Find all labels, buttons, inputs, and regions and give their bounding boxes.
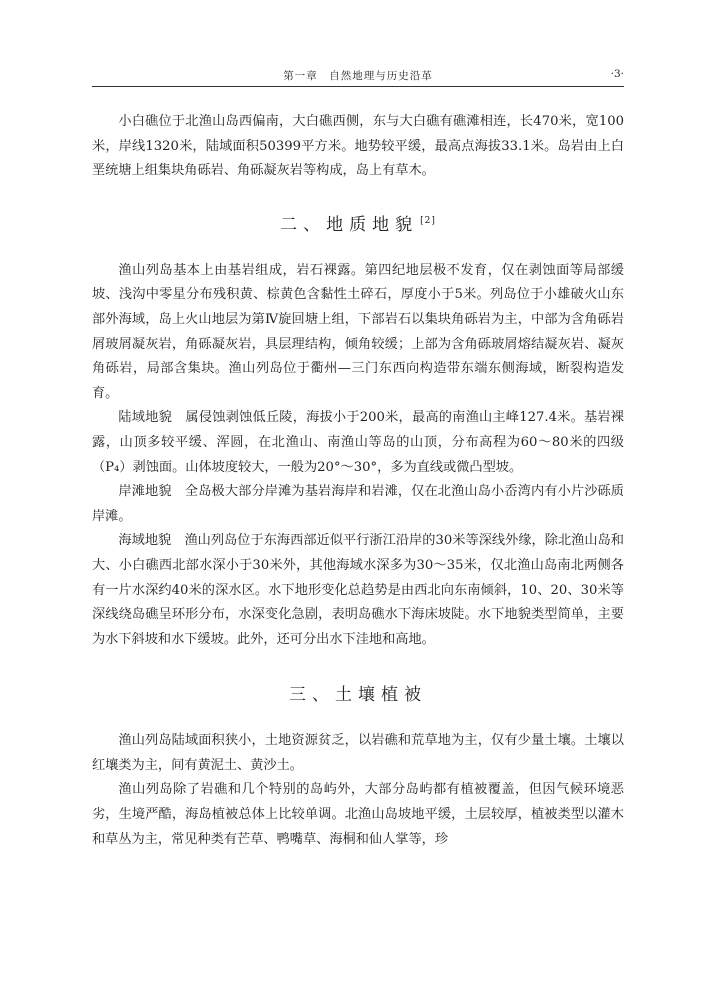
paragraph-xiaobaijiao: 小白礁位于北渔山岛西偏南，大白礁西侧，东与大白礁有礁滩相连，长470米，宽100米，岸线1320米，陆域面积50399平方米。地势较平缓，最高点海拔33.1米。岛岩由上白垩统塘上组集块角砾岩、角砾凝灰岩等构成，岛上有草木。 bbox=[92, 114, 624, 179]
paragraph-sea-landform: 海域地貌 渔山列岛位于东海西部近似平行浙江沿岸的30米等深线外缘，除北渔山岛和大、小白礁西北部水深小于30米外，其他海域水深多为30～35米，仅北渔山岛南北两侧各有一片水深约40米的深水区。水下地形变化总趋势是由西北向东南倾斜，10、20、30米等深线绕岛礁呈环形分布，水深变化急剧，表明岛礁水下海床坡陡。水下地貌类型简单，主要为水下斜坡和水下缓坡。此外，还可分出水下洼地和高地。 bbox=[92, 533, 624, 647]
page-number: ·3· bbox=[610, 68, 624, 80]
section-heading-geology bbox=[92, 210, 624, 235]
paragraph-geology: 渔山列岛基本上由基岩组成，岩石裸露。第四纪地层极不发育，仅在剥蚀面等局部缓坡、浅沟中零星分布残积黄、棕黄色含黏性土碎石，厚度小于5米。列岛位于小雄破火山东部外海域，岛上火山地层为第Ⅳ旋回塘上组，下部岩石以集块角砾岩为主，中部为含角砾岩屑玻屑凝灰岩，角砾凝灰岩，具层理结构，倾角较缓；上部为含角砾玻屑熔结凝灰岩、凝灰角砾岩，局部含集块。渔山列岛位于衢州—三门东西向构造带东端东侧海域，断裂构造发育。 bbox=[92, 262, 624, 401]
section-title: 二、地质地貌 bbox=[280, 214, 419, 235]
section-heading-soil-vegetation: 三、土壤植被 bbox=[289, 685, 427, 706]
citation-ref: [2] bbox=[420, 216, 436, 227]
running-header bbox=[92, 64, 624, 87]
chapter-title: 第一章 自然地理与历史沿革 bbox=[283, 70, 433, 82]
paragraph-land-landform: 陆域地貌 属侵蚀剥蚀低丘陵，海拔小于200米，最高的南渔山主峰127.4米。基岩裸露，山顶多较平缓、浑圆，在北渔山、南渔山等岛的山顶，分布高程为60～80米的四级（P₄）剥蚀面。山体坡度较大，一般为20°～30°，多为直线或微凸型坡。 bbox=[92, 410, 624, 475]
page-body bbox=[92, 100, 624, 852]
paragraph-soil: 渔山列岛陆域面积狭小，土地资源贫乏，以岩礁和荒草地为主，仅有少量土壤。土壤以红壤类为主，间有黄泥土、黄沙土。 bbox=[92, 733, 624, 773]
paragraph-shore-landform: 岸滩地貌 全岛极大部分岸滩为基岩海岸和岩滩，仅在北渔山岛小岙湾内有小片沙砾质岸滩。 bbox=[92, 484, 624, 524]
paragraph-vegetation: 渔山列岛除了岩礁和几个特别的岛屿外，大部分岛屿都有植被覆盖，但因气候环境恶劣，生境严酷，海岛植被总体上比较单调。北渔山岛坡地平缓，土层较厚，植被类型以灌木和草丛为主，常见种类有芒草、鸭嘴草、海桐和仙人掌等，珍 bbox=[92, 782, 624, 847]
